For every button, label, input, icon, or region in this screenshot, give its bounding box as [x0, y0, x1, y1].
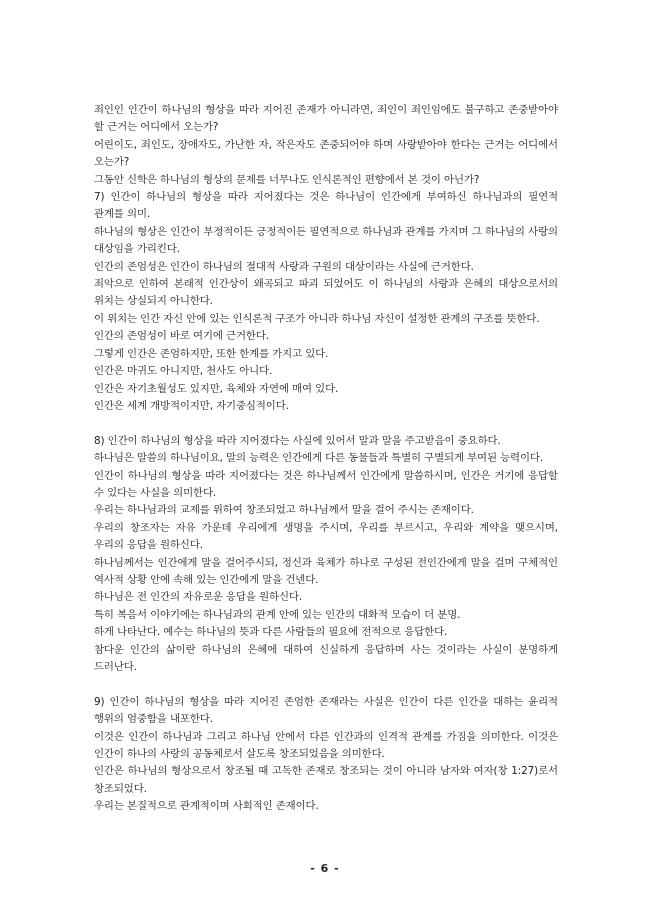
paragraph: 인간은 하나님의 형상으로서 창조될 때 고독한 존재로 창조되는 것이 아니라 남자와 여자(창 1:27)로서 창조되었다. [94, 765, 558, 795]
paragraph: 9) 인간이 하나님의 형상을 따라 지어진 존엄한 존재라는 사실은 인간이 다른 인간을 대하는 윤리적 행위의 엄중함을 내포한다. [94, 695, 558, 726]
paragraph: 하나님께서는 인간에게 말을 걸어주시되, 정신과 육체가 하나로 구성된 전인간에게 말을 걸며 구체적인 역사적 상황 안에 속해 있는 인간에게 말을 건넨다. [94, 556, 558, 586]
paragraph: 7) 인간이 하나님의 형상을 따라 지어졌다는 것은 하나님이 인간에게 부여하신 하나님과의 필연적 관계를 의미. [94, 191, 558, 221]
paragraph: 우리는 하나님과의 교제를 위하여 창조되었고 하나님께서 말을 걸어 주시는 존재이다. [94, 504, 474, 517]
paragraph: 그동안 신학은 하나님의 형상의 문제를 너무나도 인식론적인 편향에서 본 것이 아닌가? [94, 173, 480, 186]
paragraph: 인간의 존엄성이 바로 여기에 근거한다. [94, 330, 270, 343]
paragraph: 8) 인간이 하나님의 형상을 따라 지어졌다는 사실에 있어서 말과 말을 주고받음이 중요하다. [94, 434, 501, 447]
paragraph: 죄인인 인간이 하나님의 형상을 따라 지어진 존재가 아니라면, 죄인이 죄인임에도 불구하고 존중받아야 할 근거는 어디에서 오는가? [94, 104, 558, 134]
paragraph: 죄악으로 인하여 본래적 인간상이 왜곡되고 파괴 되었어도 이 하나님의 사랑과 은혜의 대상으로서의 위치는 상실되지 아니한다. [94, 278, 558, 308]
paragraph: 어린이도, 죄인도, 장애자도, 가난한 자, 작은자도 존중되어야 하며 사랑받아야 한다는 근거는 어디에서 오는가? [94, 138, 558, 169]
paragraph: 하게 나타난다. 예수는 하나님의 뜻과 다른 사람들의 필요에 전적으로 응답한다. [94, 626, 448, 639]
paragraph: 우리의 창조자는 자유 가운데 우리에게 생명을 주시며, 우리를 부르시고, 우리와 계약을 맺으시며, 우리의 응답을 원하신다. [94, 521, 558, 552]
paragraph: 인간은 마귀도 아니지만, 천사도 아니다. [94, 365, 273, 378]
paragraph: 특히 복음서 이야기에는 하나님과의 관계 안에 있는 인간의 대화적 모습이 더 분명. [94, 608, 461, 621]
paragraph: 참다운 인간의 삶이란 하나님의 은혜에 대하여 신실하게 응답하며 사는 것이라는 사실이 분명하게 드러난다. [94, 643, 558, 673]
section-spacer [94, 415, 558, 432]
paragraph: 이것은 인간이 하나님과 그리고 하나님 안에서 다른 인간과의 인격적 관계를 가짐을 의미한다. 이것은 인간이 하나의 사랑의 공동체로서 살도록 창조되었음을 의미한다. [94, 730, 558, 760]
paragraph: 하나님은 전 인간의 자유로운 응답을 원하신다. [94, 591, 303, 604]
section-spacer [94, 676, 558, 693]
paragraph: 우리는 본질적으로 관계적이며 사회적인 존재이다. [94, 800, 319, 813]
paragraph: 하나님은 말씀의 하나님이요, 말의 능력은 인간에게 다른 동물들과 특별히 구별되게 부여된 능력이다. [94, 452, 544, 465]
paragraph: 인간이 하나님의 형상을 따라 지어졌다는 것은 하나님께서 인간에게 말씀하시며, 인간은 거기에 응답할 수 있다는 사실을 의미한다. [94, 469, 558, 499]
paragraph: 인간은 자기초월성도 있지만, 육체와 자연에 매여 있다. [94, 382, 339, 395]
paragraph: 그렇게 인간은 존엄하지만, 또한 한계를 가지고 있다. [94, 347, 329, 360]
paragraph: 이 위치는 인간 자신 안에 있는 인식론적 구조가 아니라 하나님 자신이 설정한 관계의 구조를 뜻한다. [94, 312, 540, 325]
paragraph: 인간의 존엄성은 인간이 하나님의 절대적 사랑과 구원의 대상이라는 사실에 근거한다. [94, 260, 474, 273]
page-number: - 6 - [310, 862, 340, 875]
paragraph: 인간은 세계 개방적이지만, 자기중심적이다. [94, 399, 289, 412]
paragraph: 하나님의 형상은 인간이 부정적이든 긍정적이든 필연적으로 하나님과 관계를 가지며 그 하나님의 사랑의 대상임을 가리킨다. [94, 225, 558, 256]
document-body [94, 102, 558, 816]
